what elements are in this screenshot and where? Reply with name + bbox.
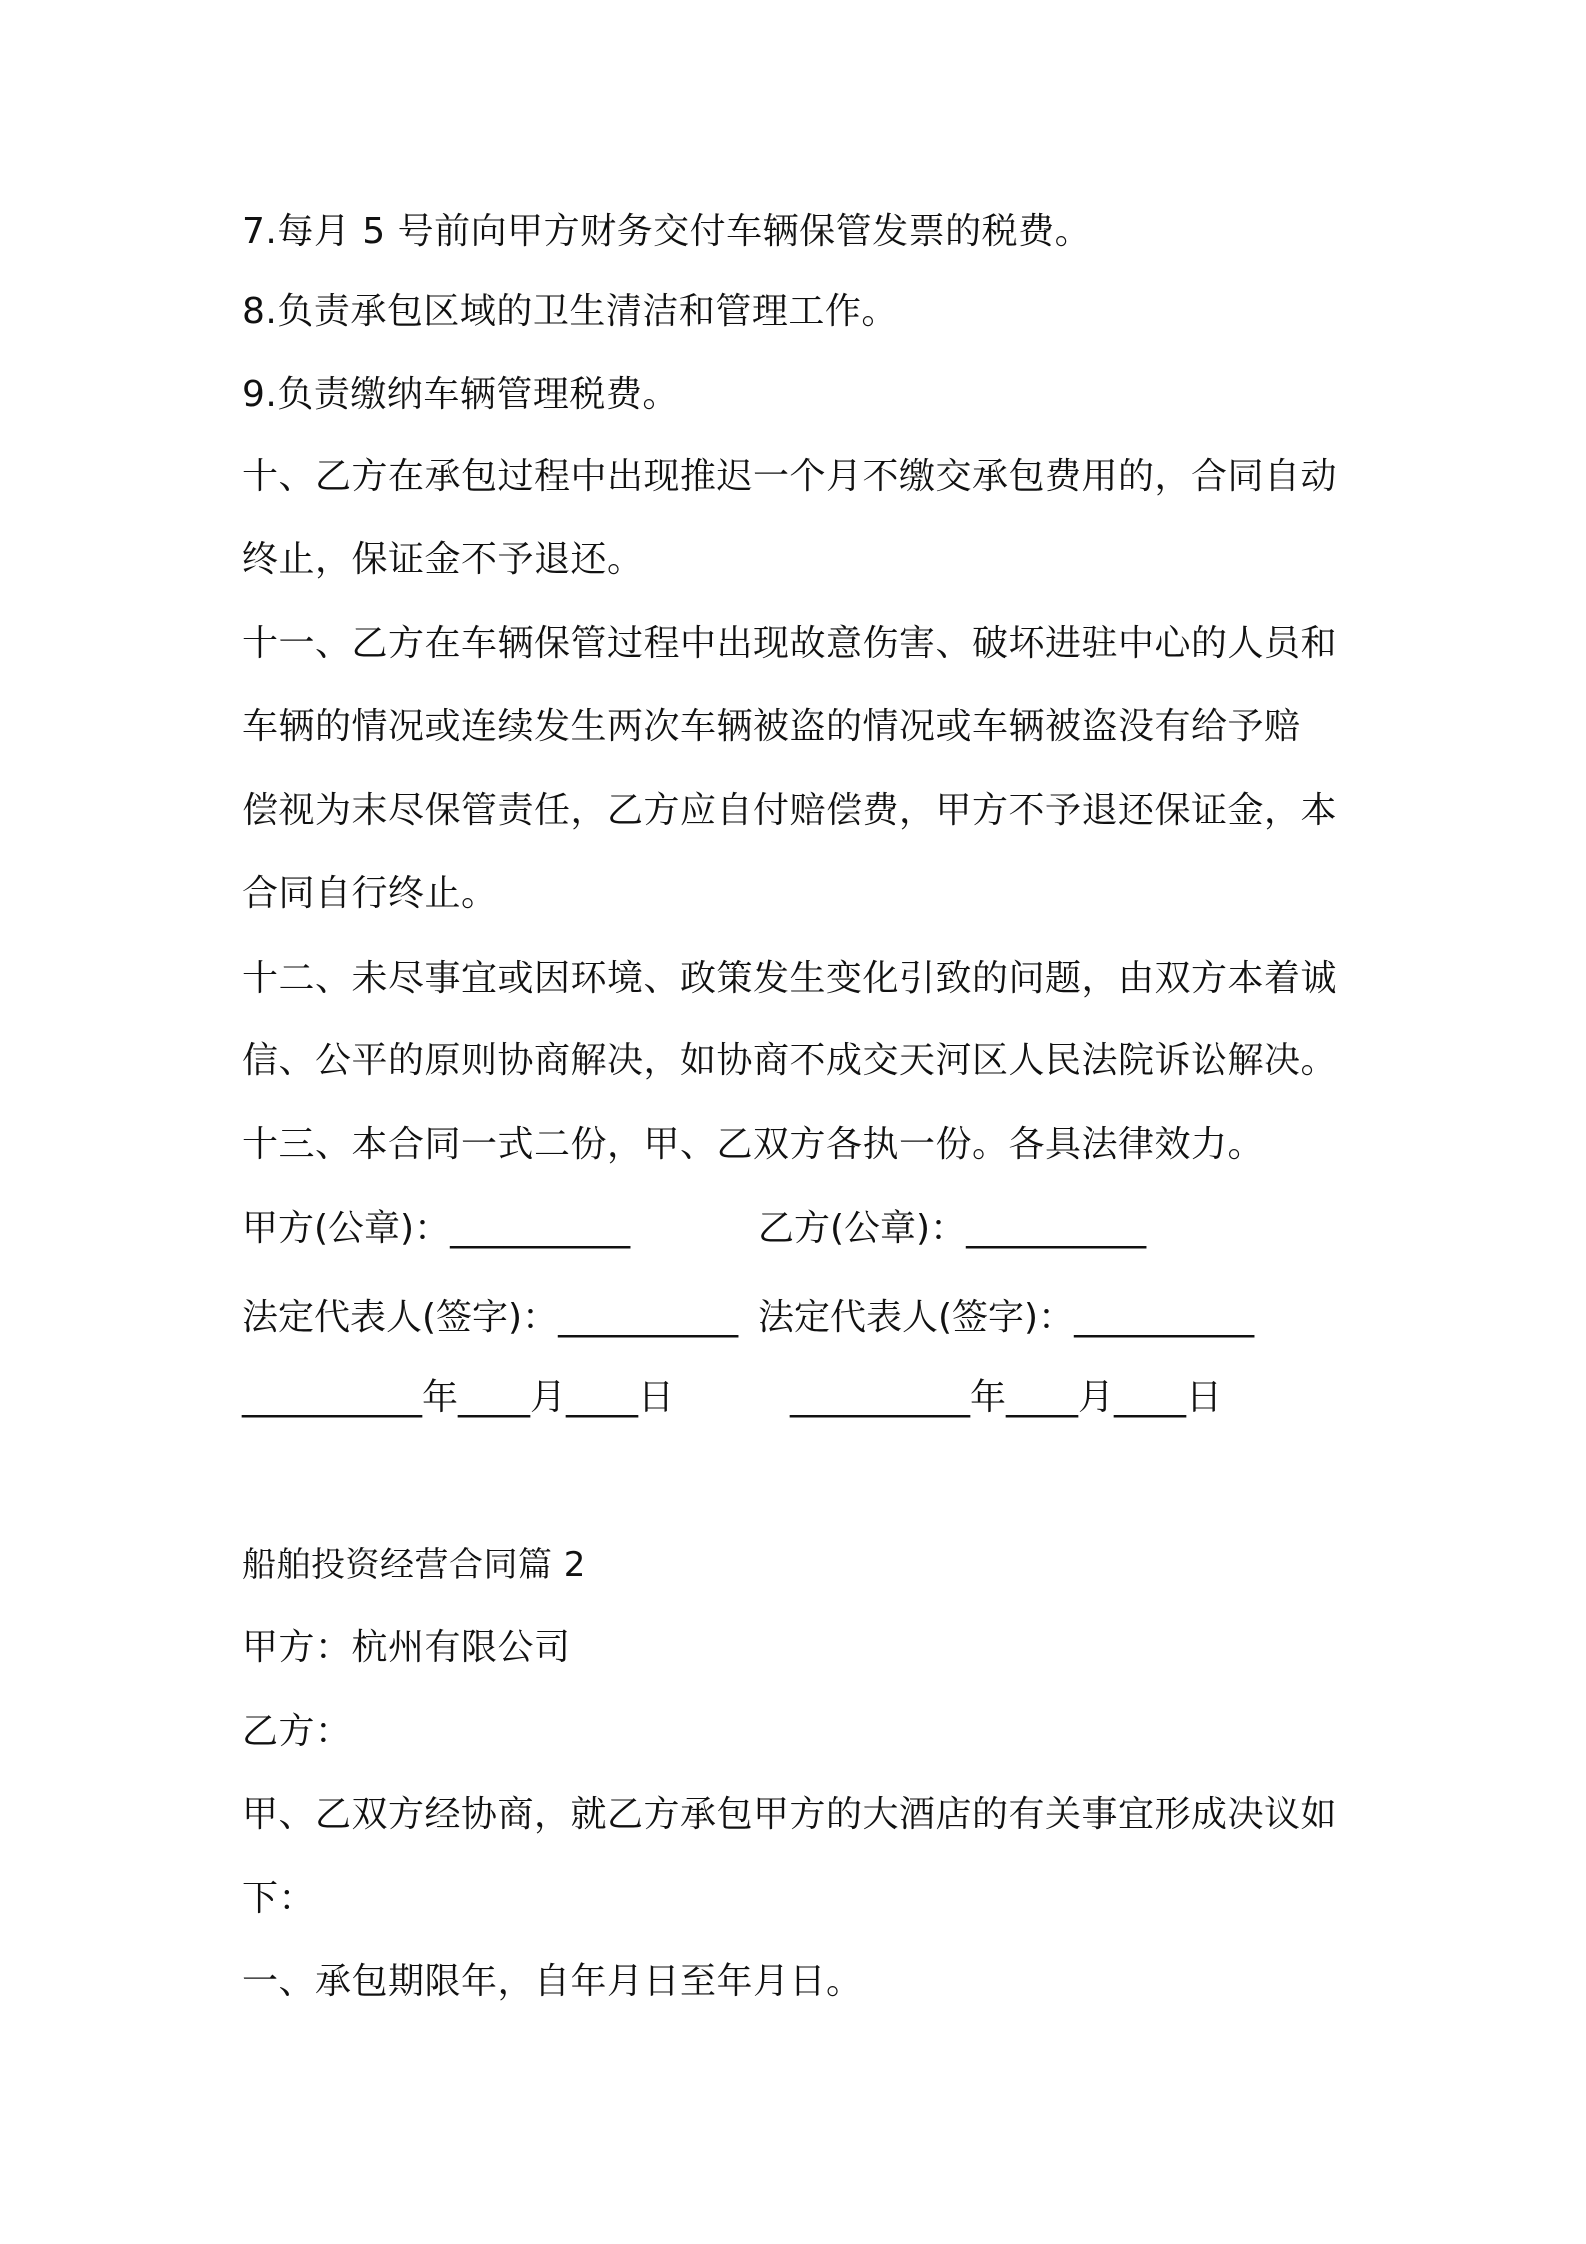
section-2-intro-line-2: 下： [242,1878,316,1919]
party-a-seal: 甲方(公章)：__________ [242,1208,631,1249]
clause-10-line-1: 十、乙方在承包过程中出现推迟一个月不缴交承包费用的，合同自动 [242,456,1338,497]
clause-11-line-2: 车辆的情况或连续发生两次车辆被盗的情况或车辆被盗没有给予赔 [242,706,1301,747]
party-a-representative: 法定代表人(签字)：__________ [242,1297,739,1338]
clause-12-line-2: 信、公平的原则协商解决，如协商不成交天河区人民法院诉讼解决。 [242,1040,1338,1081]
clause-13: 十三、本合同一式二份，甲、乙双方各执一份。各具法律效力。 [242,1124,1265,1165]
clause-11-line-3: 偿视为末尽保管责任，乙方应自付赔偿费，甲方不予退还保证金，本 [242,790,1338,831]
clause-12-line-1: 十二、未尽事宜或因环境、政策发生变化引致的问题，由双方本着诚 [242,958,1338,999]
section-2-clause-1: 一、承包期限年，自年月日至年月日。 [242,1961,863,2002]
clause-9: 9.负责缴纳车辆管理税费。 [242,374,679,415]
clause-11-line-4: 合同自行终止。 [242,873,498,914]
clause-8: 8.负责承包区域的卫生清洁和管理工作。 [242,291,898,332]
section-2-intro-line-1: 甲、乙双方经协商，就乙方承包甲方的大酒店的有关事宜形成决议如 [242,1794,1338,1835]
party-a-date: __________年____月____日 [242,1377,674,1418]
section-2-party-a: 甲方：杭州有限公司 [242,1627,571,1668]
clause-11-line-1: 十一、乙方在车辆保管过程中出现故意伤害、破坏进驻中心的人员和 [242,623,1338,664]
party-b-seal: 乙方(公章)：__________ [758,1208,1147,1249]
clause-10-line-2: 终止，保证金不予退还。 [242,539,644,580]
party-b-date: __________年____月____日 [790,1377,1222,1418]
section-2-party-b: 乙方： [242,1711,352,1752]
party-b-representative: 法定代表人(签字)：__________ [758,1297,1255,1338]
section-2-title: 船舶投资经营合同篇 2 [242,1545,586,1585]
clause-7: 7.每月 5 号前向甲方财务交付车辆保管发票的税费。 [242,211,1092,252]
